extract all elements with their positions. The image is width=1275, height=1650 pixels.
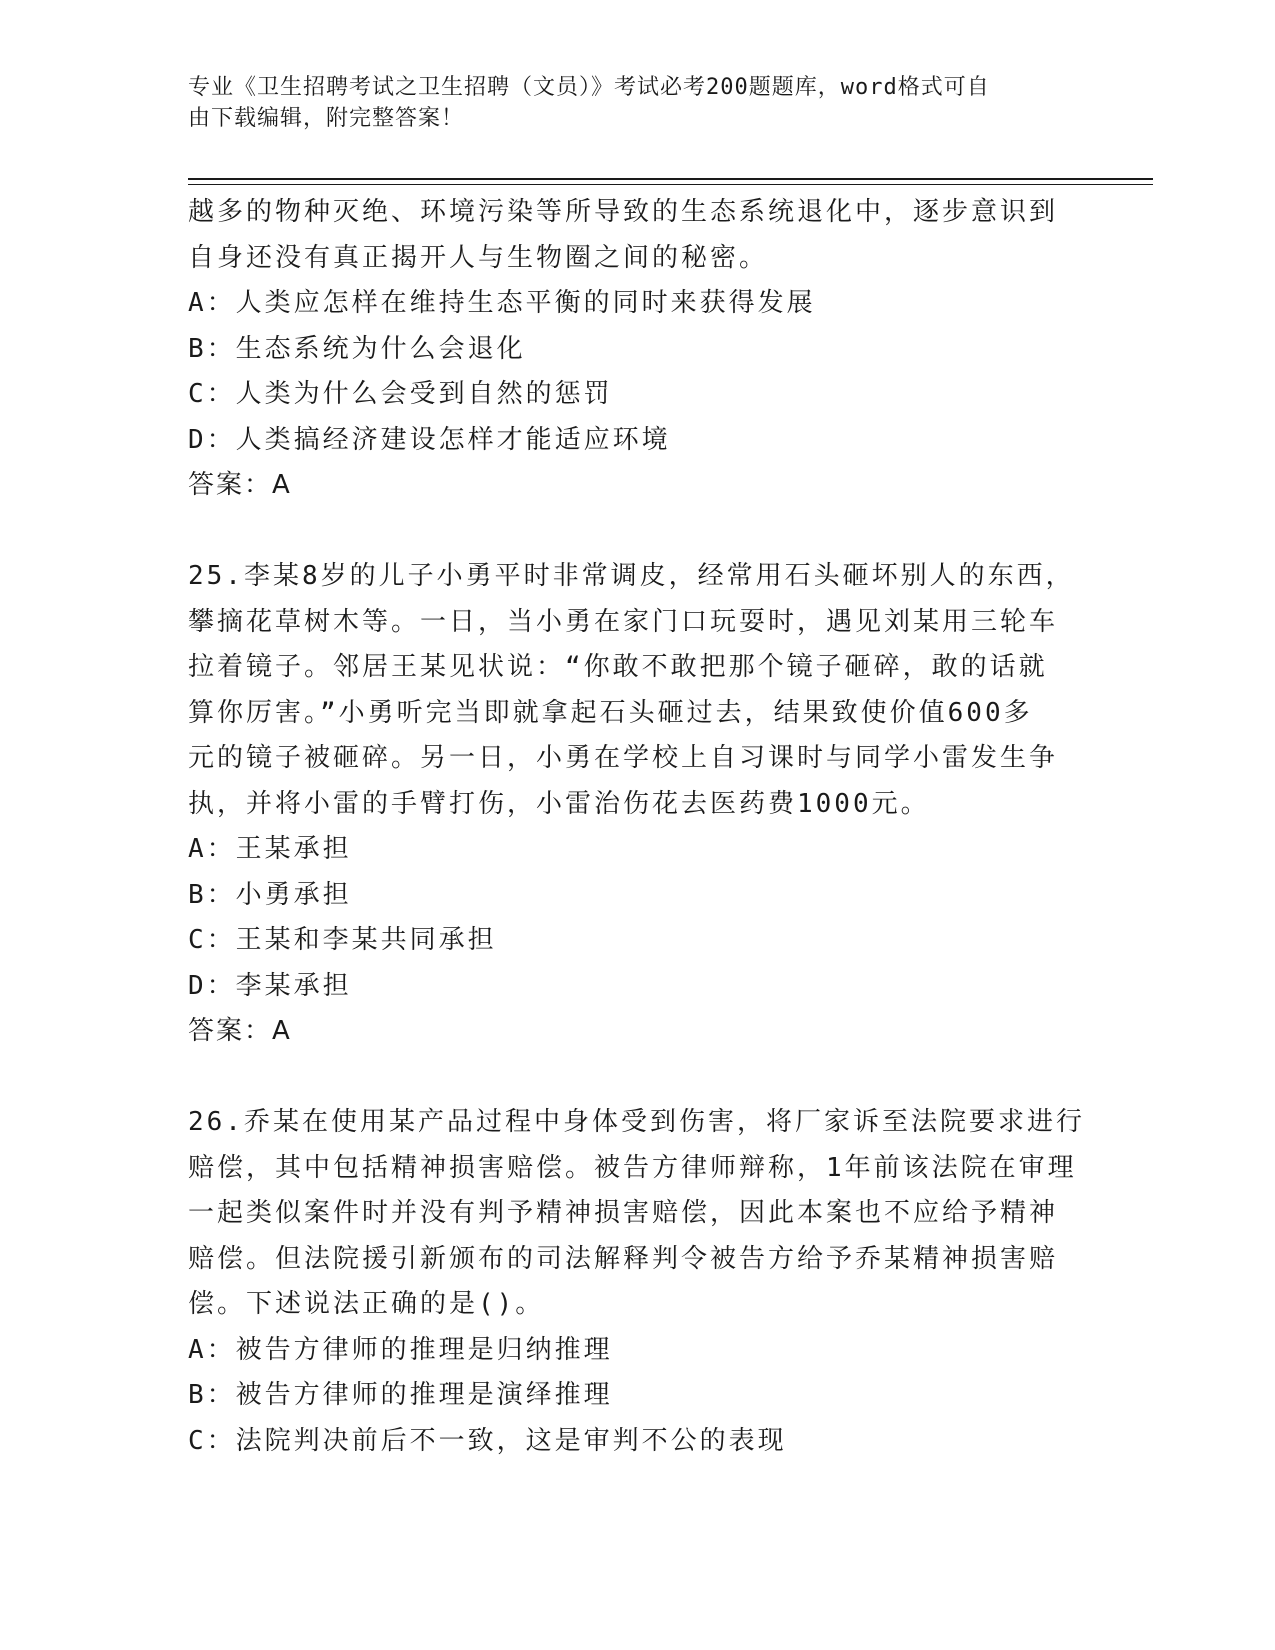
question-text-line: 25.李某8岁的儿子小勇平时非常调皮，经常用石头砸坏别人的东西，	[188, 561, 1075, 591]
question-text-line: 赔偿。但法院援引新颁布的司法解释判令被告方给予乔某精神损害赔	[188, 1243, 1059, 1274]
question-text-line: 越多的物种灭绝、环境污染等所导致的生态系统退化中，逐步意识到	[188, 197, 1059, 227]
question-text-line: 拉着镜子。邻居王某见状说：“你敢不敢把那个镜子砸碎，敢的话就	[188, 652, 1048, 682]
header-rule-thick	[188, 178, 1153, 180]
question-text-line: 算你厉害。”小勇听完当即就拿起石头砸过去，结果致使价值600多	[188, 697, 1033, 728]
document-header	[188, 72, 1068, 134]
document-body	[188, 190, 1088, 1464]
option-d: D：李某承担	[188, 970, 352, 1001]
option-b: B：生态系统为什么会退化	[188, 333, 526, 364]
option-c: C：人类为什么会受到自然的惩罚	[188, 379, 613, 409]
option-a: A：王某承担	[188, 834, 352, 864]
question-text-line: 偿。下述说法正确的是()。	[188, 1289, 545, 1319]
header-rule-thin	[188, 184, 1153, 185]
option-c: C：法院判决前后不一致，这是审判不公的表现	[188, 1425, 787, 1456]
question-text-line: 元的镜子被砸碎。另一日，小勇在学校上自习课时与同学小雷发生争	[188, 743, 1059, 773]
header-line-2: 由下载编辑，附完整答案！	[188, 106, 465, 131]
question-text-line: 一起类似案件时并没有判予精神损害赔偿，因此本案也不应给予精神	[188, 1198, 1059, 1228]
question-26	[188, 1100, 1088, 1464]
answer: 答案：A	[188, 470, 292, 500]
question-text-line: 赔偿，其中包括精神损害赔偿。被告方律师辩称，1年前该法院在审理	[188, 1152, 1077, 1183]
answer: 答案：A	[188, 1016, 292, 1046]
option-b: B：小勇承担	[188, 879, 352, 910]
question-text-line: 26.乔某在使用某产品过程中身体受到伤害，将厂家诉至法院要求进行	[188, 1107, 1085, 1137]
header-line-1: 专业《卫生招聘考试之卫生招聘（文员）》考试必考200题题库，word格式可自	[188, 75, 990, 100]
question-text-line: 攀摘花草树木等。一日，当小勇在家门口玩耍时，遇见刘某用三轮车	[188, 606, 1059, 637]
question-text-line: 执，并将小雷的手臂打伤，小雷治伤花去医药费1000元。	[188, 788, 930, 819]
option-c: C：王某和李某共同承担	[188, 925, 497, 955]
question-25	[188, 554, 1088, 1055]
option-a: A：被告方律师的推理是归纳推理	[188, 1334, 613, 1365]
option-b: B：被告方律师的推理是演绎推理	[188, 1380, 613, 1410]
question-24	[188, 190, 1088, 509]
option-d: D：人类搞经济建设怎样才能适应环境	[188, 424, 671, 455]
question-text-line: 自身还没有真正揭开人与生物圈之间的秘密。	[188, 242, 769, 273]
option-a: A：人类应怎样在维持生态平衡的同时来获得发展	[188, 288, 816, 318]
